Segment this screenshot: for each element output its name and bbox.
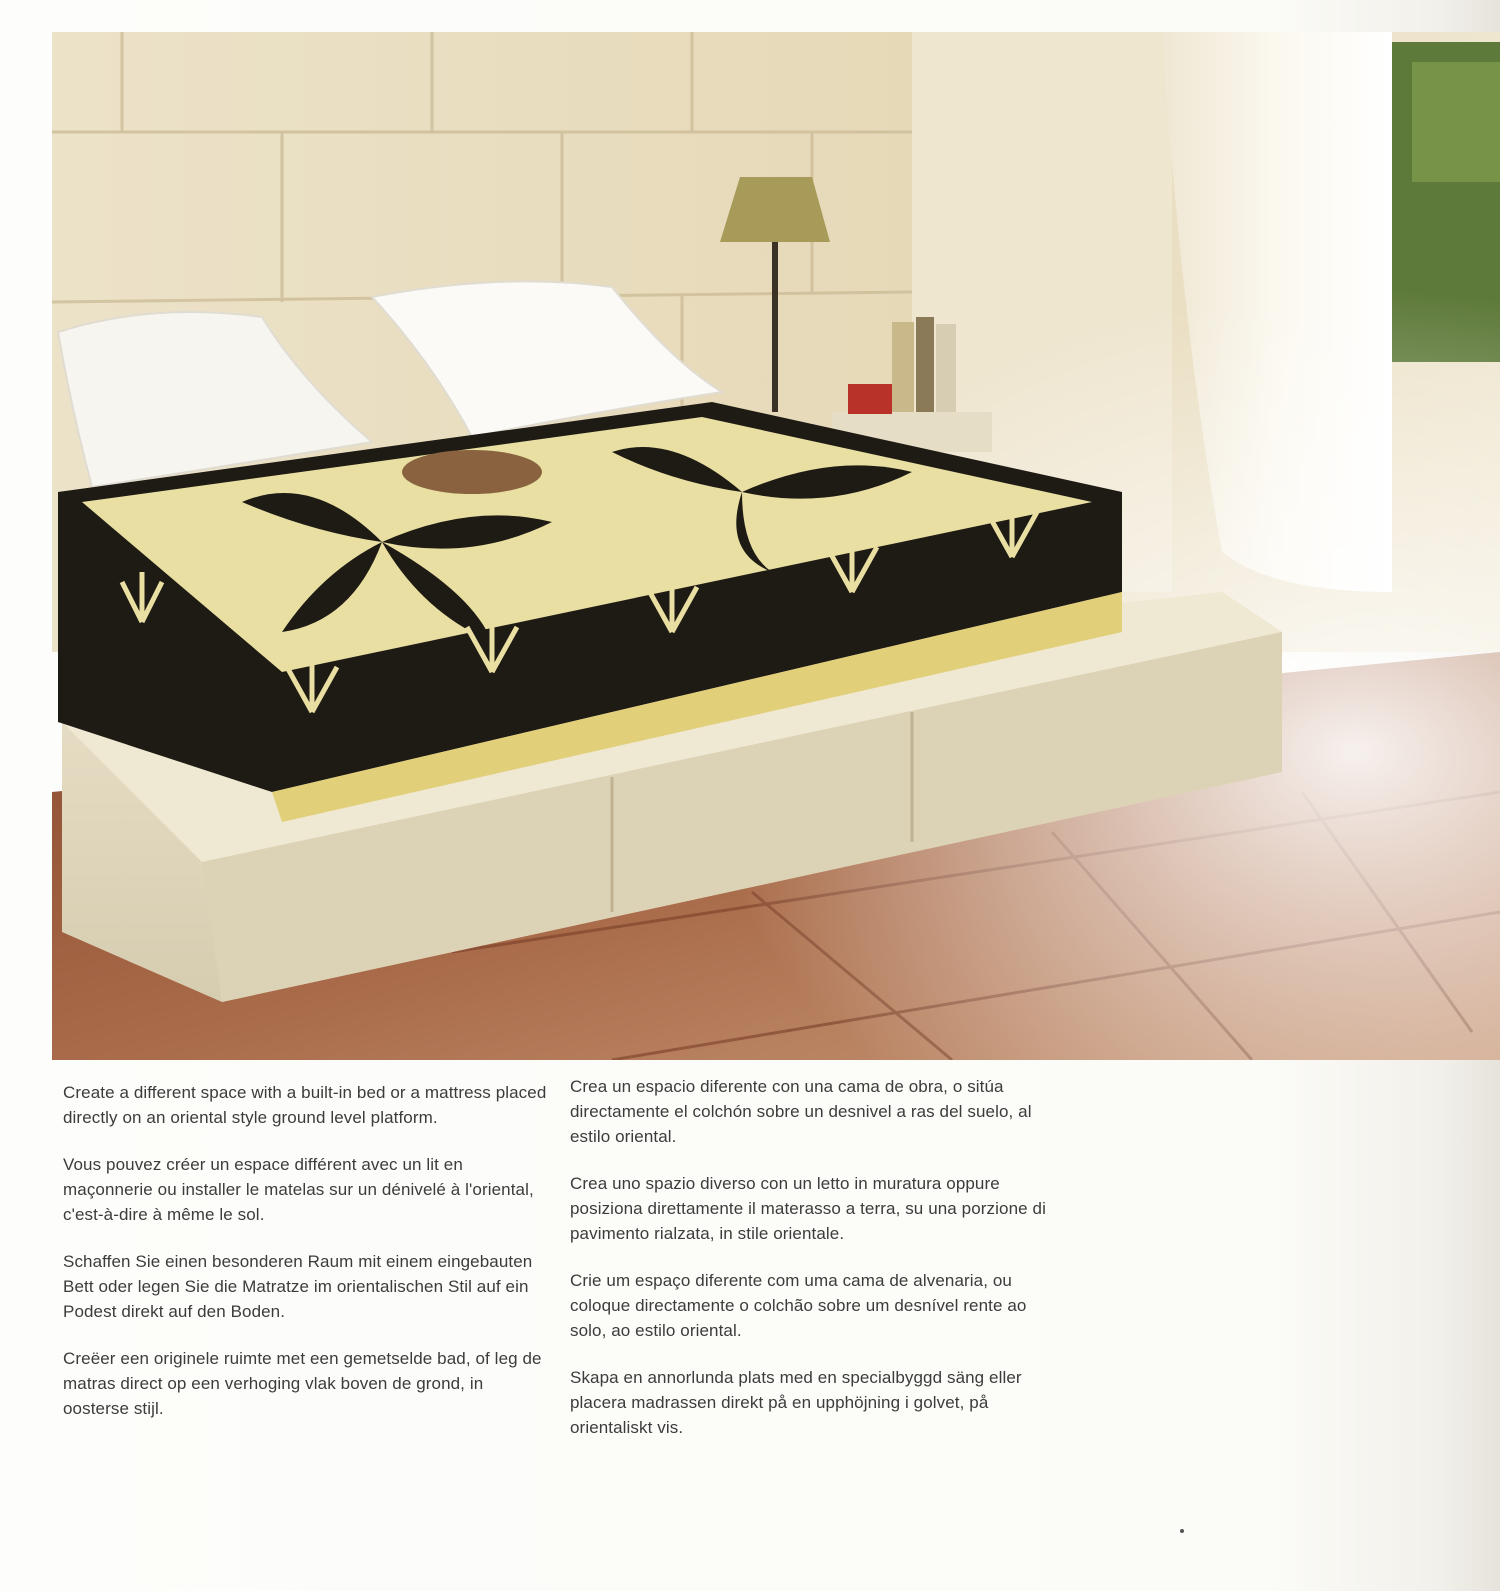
caption-german: Schaffen Sie einen besonderen Raum mit einem eingebauten Bett oder legen Sie die Matratze im orientalischen Stil auf ein Podest direkt auf den Boden.: [63, 1252, 533, 1321]
caption-column-right: [570, 1074, 1060, 1462]
caption-french: Vous pouvez créer un espace différent avec un lit en maçonnerie ou installer le matelas sur un dénivelé à l'oriental, c'est-à-dire à même le sol.: [63, 1155, 534, 1224]
caption-english: Create a different space with a built-in bed or a mattress placed directly on an oriental style ground level platform.: [63, 1083, 547, 1127]
bedroom-photo: [52, 32, 1500, 1060]
caption-dutch: Creëer een originele ruimte met een gemetselde bad, of leg de matras direct op een verhoging vlak boven de grond, in oosterse stijl.: [63, 1349, 542, 1418]
caption-portuguese: Crie um espaço diferente com uma cama de alvenaria, ou coloque directamente o colchão sobre um desnível rente ao solo, ao estilo oriental.: [570, 1271, 1027, 1340]
photo-image: [52, 32, 1500, 1060]
page-mark-dot: [1180, 1529, 1184, 1533]
caption-italian: Crea uno spazio diverso con un letto in muratura oppure posiziona direttamente il materasso a terra, su una porzione di pavimento rialzata, in stile orientale.: [570, 1174, 1046, 1243]
caption-spanish: Crea un espacio diferente con una cama de obra, o sitúa directamente el colchón sobre un desnivel a ras del suelo, al estilo oriental.: [570, 1077, 1032, 1146]
caption-column-left: [63, 1080, 553, 1443]
caption-swedish: Skapa en annorlunda plats med en specialbyggd säng eller placera madrassen direkt på en upphöjning i golvet, på orientaliskt vis.: [570, 1368, 1022, 1437]
